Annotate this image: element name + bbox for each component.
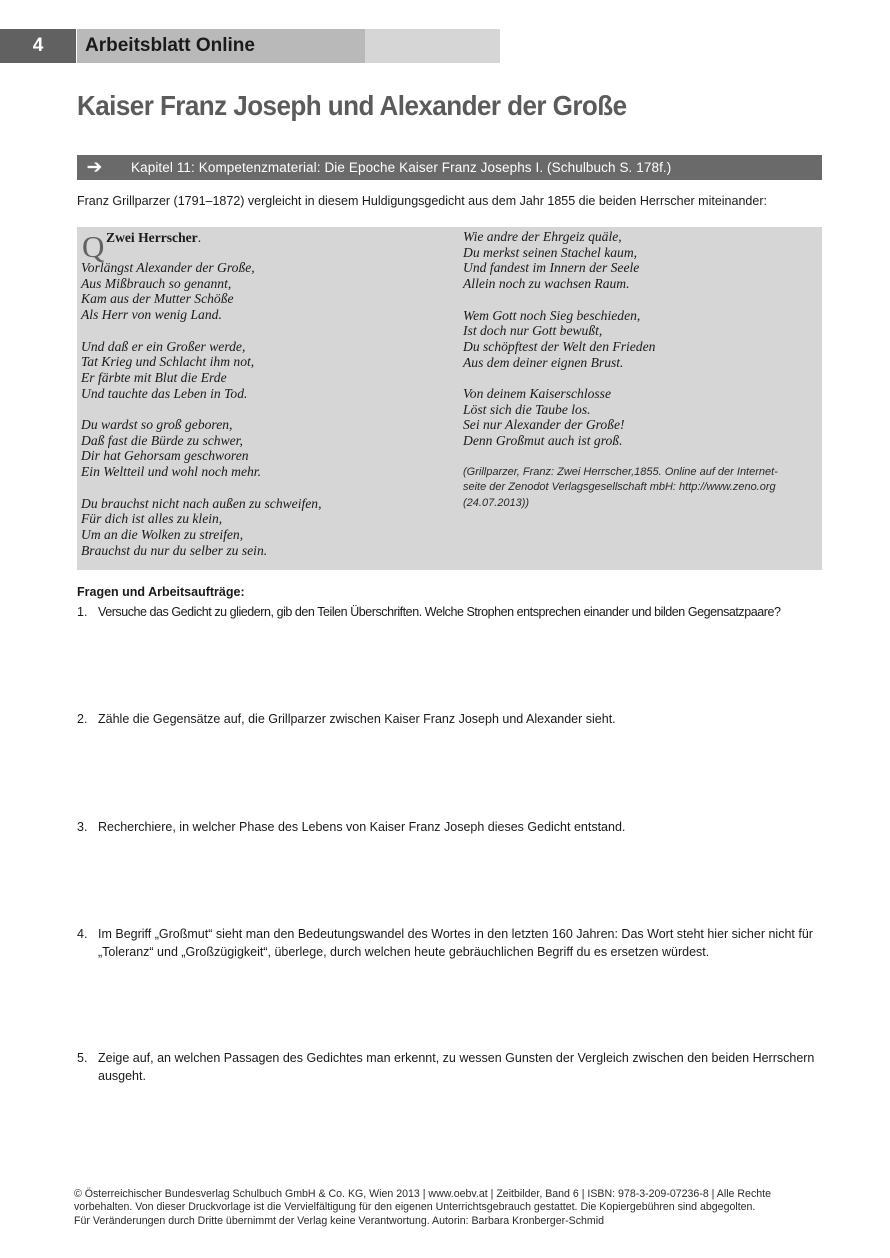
- citation-line: (24.07.2013)): [463, 496, 530, 509]
- stanza: [81, 339, 322, 402]
- poem-line: Du brauchst nicht nach außen zu schweifen,: [81, 495, 322, 511]
- poem-title: [81, 229, 322, 264]
- poem-line: Um an die Wolken zu streifen,: [81, 526, 244, 542]
- poem-line: Ein Weltteil und wohl noch mehr.: [81, 464, 261, 480]
- poem-line: Er färbte mit Blut die Erde: [81, 369, 227, 385]
- question-number: 5.: [77, 1051, 88, 1065]
- arrow-right-icon: ➔: [86, 157, 103, 178]
- poem-line: Du schöpftest der Welt den Frieden: [463, 338, 656, 354]
- question-item: [77, 926, 822, 961]
- poem-column-left: [81, 229, 322, 558]
- poem-line: Daß fast die Bürde zu schwer,: [81, 432, 243, 448]
- question-text: Im Begriff „Großmut“ sieht man den Bedeutungswandel des Wortes in den letzten 160 Jahren: Das Wort steht hier sicher nicht für „Toleranz“ und „Großzügigkeit“, überlege, durch welchen heute gebräuchlichen Begriff du es ersetzen würdest.: [98, 927, 813, 959]
- poem-line: Für dich ist alles zu klein,: [81, 511, 223, 527]
- poem-line: Aus dem deiner eignen Brust.: [463, 354, 624, 370]
- question-number: 4.: [77, 927, 88, 941]
- question-number: 2.: [77, 712, 88, 726]
- poem-line: Löst sich die Taube los.: [463, 401, 591, 417]
- chapter-reference: Kapitel 11: Kompetenzmaterial: Die Epoche Kaiser Franz Josephs I. (Schulbuch S. 178f.): [131, 160, 672, 175]
- poem-line: Sei nur Alexander der Große!: [463, 417, 625, 433]
- poem-line: Als Herr von wenig Land.: [81, 307, 222, 323]
- question-text: Zähle die Gegensätze auf, die Grillparzer zwischen Kaiser Franz Joseph und Alexander sieht.: [98, 712, 616, 726]
- poem-source-citation: [463, 465, 803, 512]
- stanza: [463, 229, 803, 292]
- source-q-icon: Q: [82, 229, 105, 264]
- page-title: Kaiser Franz Joseph und Alexander der Große: [77, 90, 627, 121]
- poem-line: Tat Krieg und Schlacht ihm not,: [81, 354, 255, 370]
- question-item: [77, 1050, 822, 1085]
- stanza: [463, 386, 803, 449]
- poem-line: Dir hat Gehorsam geschworen: [81, 448, 249, 464]
- chapter-bar: [77, 155, 822, 180]
- question-text: Zeige auf, an welchen Passagen des Gedichtes man erkennt, zu wessen Gunsten der Vergleich zwischen den beiden Herrschern ausgeht.: [98, 1051, 815, 1083]
- poem-line: Brauchst du nur du selber zu sein.: [81, 542, 268, 558]
- questions-heading: Fragen und Arbeitsaufträge:: [77, 585, 245, 599]
- poem-line: Allein noch zu wachsen Raum.: [463, 276, 630, 292]
- stanza: [81, 260, 322, 323]
- header-bar: [0, 29, 500, 63]
- poem-line: Und tauchte das Leben in Tod.: [81, 385, 248, 401]
- question-item: [77, 711, 822, 729]
- citation-line: (Grillparzer, Franz: Zwei Herrscher,1855. Online auf der Internet-: [463, 465, 778, 478]
- poem-title-suffix: .: [197, 230, 202, 245]
- question-item: [77, 604, 822, 622]
- footer-line: Für Veränderungen durch Dritte übernimmt der Verlag keine Verantwortung. Autorin: Barbara Kronberger-Schmid: [74, 1214, 604, 1227]
- header-bar-filler: [365, 29, 500, 63]
- stanza: [81, 496, 322, 559]
- footer-line: © Österreichischer Bundesverlag Schulbuch GmbH & Co. KG, Wien 2013 | www.oebv.at | Zeitbilder, Band 6 | ISBN: 978-3-209-07236-8 | Alle Rechte: [74, 1188, 771, 1200]
- poem-column-right: [463, 229, 803, 511]
- intro-text: Franz Grillparzer (1791–1872) vergleicht in diesem Huldigungsgedicht aus dem Jahr 1855 die beiden Herrscher miteinander:: [77, 194, 767, 208]
- footer-copyright: [74, 1188, 771, 1228]
- poem-line: Vorlängst Alexander der Große,: [81, 260, 255, 275]
- question-text: Versuche das Gedicht zu gliedern, gib den Teilen Überschriften. Welche Strophen entsprechen einander und bilden Gegensatzpaare?: [98, 605, 781, 619]
- poem-line: Wem Gott noch Sieg beschieden,: [463, 307, 641, 323]
- poem-line: Ist doch nur Gott bewußt,: [463, 323, 603, 339]
- poem-line: Aus Mißbrauch so genannt,: [81, 275, 232, 291]
- stanza: [81, 417, 322, 480]
- question-number: 3.: [77, 820, 88, 834]
- poem-line: Du merkst seinen Stachel kaum,: [463, 244, 638, 260]
- stanza: [463, 308, 803, 371]
- question-number: 1.: [77, 605, 88, 619]
- poem-line: Denn Großmut auch ist groß.: [463, 433, 623, 449]
- footer-line: vorbehalten. Von dieser Druckvorlage ist die Vervielfältigung für den eigenen Unterrichtsgebrauch gestattet. Die Kopiergebühren sind abgegolten.: [74, 1201, 756, 1214]
- question-item: [77, 819, 822, 837]
- poem-title-text: Zwei Herrscher: [106, 230, 198, 245]
- poem-line: Und fandest im Innern der Seele: [463, 260, 640, 276]
- page-number: 4: [0, 29, 76, 63]
- citation-line: seite der Zenodot Verlagsgesellschaft mbH: http://www.zeno.org: [463, 481, 776, 493]
- poem-line: Du wardst so groß geboren,: [81, 417, 233, 432]
- poem-line: Und daß er ein Großer werde,: [81, 338, 246, 354]
- question-text: Recherchiere, in welcher Phase des Lebens von Kaiser Franz Joseph dieses Gedicht entstand.: [98, 820, 626, 834]
- poem-line: Von deinem Kaiserschlosse: [463, 386, 612, 401]
- poem-box: [77, 227, 822, 570]
- header-section-title: Arbeitsblatt Online: [77, 29, 365, 63]
- poem-line: Kam aus der Mutter Schöße: [81, 291, 234, 307]
- poem-line: Wie andre der Ehrgeiz quäle,: [463, 229, 622, 244]
